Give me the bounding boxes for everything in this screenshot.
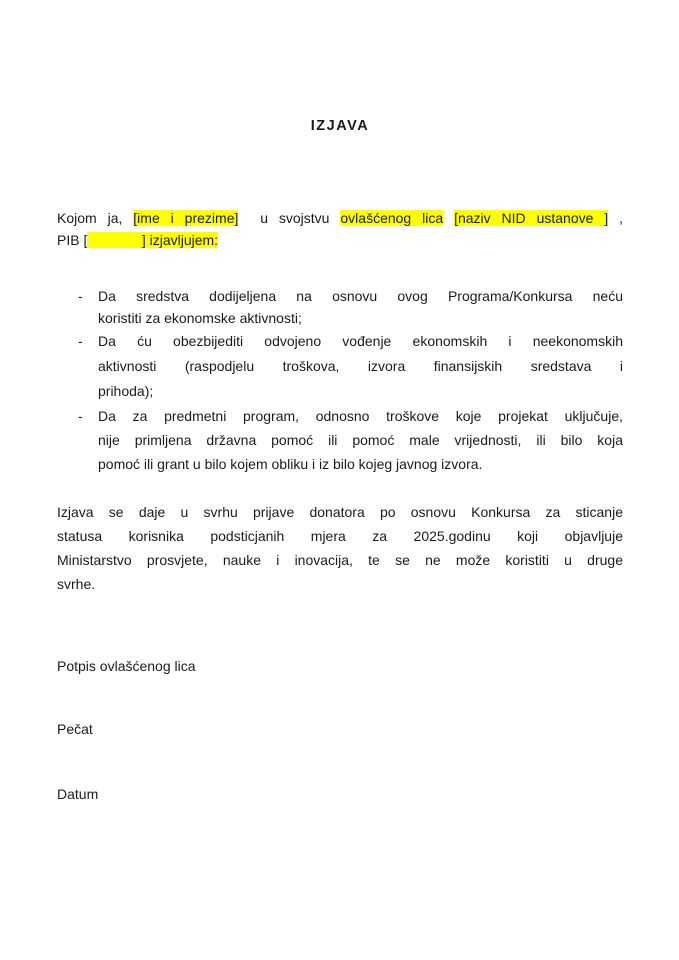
intro-line-1: [57, 207, 623, 229]
intro-text: PIB [: [57, 232, 88, 248]
declaration-line: prihoda);: [98, 383, 154, 399]
purpose-line: statusa korisnika podsticjanih mjera za 2025.godinu koji objavljuje: [57, 528, 623, 544]
declaration-line: Da ću obezbijediti odvojeno vođenje ekonomskih i neekonomskih: [98, 333, 623, 349]
purpose-line: Izjava se daje u svrhu prijave donatora po osnovu Konkursa za sticanje: [57, 504, 623, 520]
declaration-line: Da sredstva dodijeljena na osnovu ovog Programa/Konkursa neću: [98, 288, 623, 304]
declaration-line: Da za predmetni program, odnosno troškove koje projekat uključuje,: [98, 408, 623, 424]
declaration-line: koristiti za ekonomske aktivnosti;: [98, 310, 302, 326]
stamp-label: Pečat: [57, 721, 93, 737]
highlight-placeholder-pib: [87, 232, 141, 248]
intro-text: u svojstvu: [238, 210, 341, 226]
list-dash-marker: -: [78, 333, 83, 349]
declaration-line: nije primljena državna pomoć ili pomoć male vrijednosti, ili bilo koja: [98, 432, 623, 448]
highlight-placeholder-institution: [naziv NID ustanove ]: [454, 210, 609, 226]
highlight-authorized-person: ovlašćenog lica: [340, 210, 444, 226]
intro-line-2: [57, 229, 623, 251]
signature-label: Potpis ovlašćenog lica: [57, 658, 196, 674]
intro-text: [443, 210, 454, 226]
declaration-list: [57, 285, 623, 476]
purpose-line: svrhe.: [57, 576, 96, 592]
list-dash-marker: -: [78, 408, 83, 424]
highlight-declare: ] izjavljujem:: [141, 232, 219, 248]
declaration-item-1: [57, 285, 623, 329]
purpose-line: Ministarstvo prosvjete, nauke i inovacija, te se ne može koristiti u druge: [57, 552, 623, 568]
purpose-paragraph: [57, 500, 623, 596]
document-title: IZJAVA: [310, 118, 370, 134]
list-dash-marker: -: [78, 288, 83, 304]
intro-text: ,: [608, 210, 624, 226]
highlight-placeholder-name: [ime i prezime]: [133, 210, 239, 226]
declaration-line: aktivnosti (raspodjelu troškova, izvora finansijskih sredstava i: [98, 358, 623, 374]
date-label: Datum: [57, 786, 99, 802]
declaration-item-3: [57, 404, 623, 476]
intro-text: Kojom ja,: [57, 210, 134, 226]
declaration-item-2: [57, 329, 623, 404]
intro-paragraph: [57, 207, 623, 251]
declaration-line: pomoć ili grant u bilo kojem obliku i iz bilo kojeg javnog izvora.: [98, 456, 483, 472]
